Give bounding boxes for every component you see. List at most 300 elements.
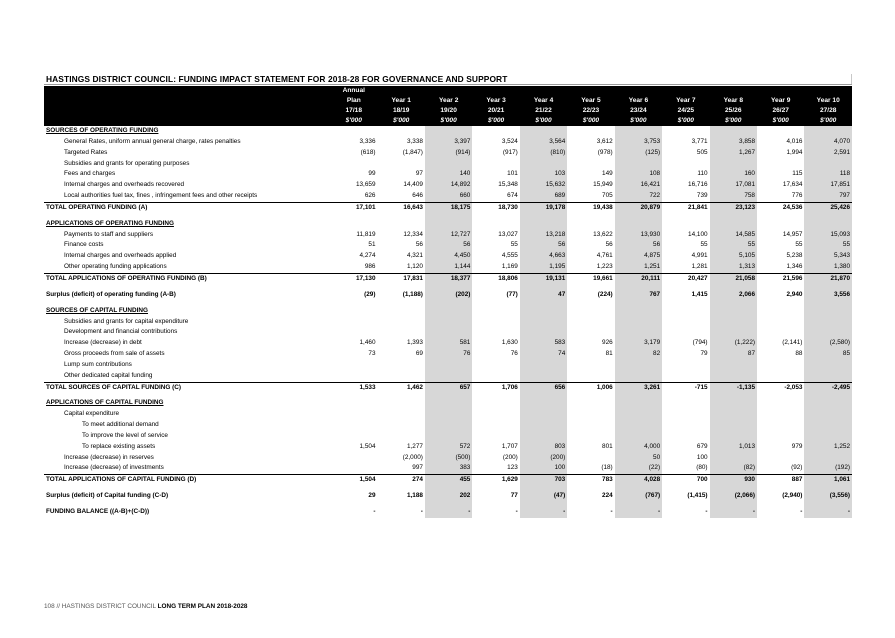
- value-cell: 14,100: [688, 230, 708, 238]
- value-cell: [378, 219, 425, 230]
- value-cell: [378, 159, 425, 170]
- value-cell: (224): [597, 290, 613, 298]
- footer-page-ref: 108 // HASTINGS DISTRICT COUNCIL: [44, 603, 158, 610]
- value-cell: 4,274: [359, 252, 376, 260]
- table-row: [44, 262, 852, 273]
- value-cell: 118: [804, 169, 852, 180]
- column-header: [330, 86, 377, 126]
- value-cell: 24,536: [757, 202, 804, 213]
- column-header-l3: 18/19: [392, 107, 410, 114]
- value-cell: [425, 159, 472, 170]
- row-label: Internal charges and overheads recovered: [64, 181, 185, 189]
- value-cell: [804, 317, 852, 328]
- row-label: TOTAL APPLICATIONS OF OPERATING FUNDING (B): [44, 273, 330, 284]
- value-cell: 4,450: [425, 251, 472, 262]
- value-cell: 13,218: [520, 230, 567, 241]
- value-cell: 202: [425, 491, 472, 502]
- value-cell: 572: [425, 442, 472, 453]
- value-cell: [378, 420, 425, 431]
- value-cell: [378, 431, 425, 442]
- value-cell: (80): [696, 464, 708, 472]
- value-cell: 3,858: [710, 137, 757, 148]
- row-label: Payments to staff and suppliers: [64, 230, 154, 238]
- value-cell: [378, 371, 425, 382]
- value-cell: 20,111: [615, 273, 662, 284]
- value-cell: 18,806: [472, 273, 519, 284]
- column-header-unit: $'000: [820, 117, 837, 124]
- column-header: [662, 86, 709, 126]
- column-header-l3: 24/25: [677, 107, 695, 114]
- value-cell: [520, 420, 567, 431]
- value-cell: 23,123: [710, 202, 757, 213]
- value-cell: (29): [364, 290, 376, 298]
- value-cell: 3,338: [406, 137, 423, 145]
- value-cell: [615, 159, 662, 170]
- value-cell: 783: [567, 475, 614, 486]
- column-header-l2: Year 4: [533, 97, 554, 104]
- value-cell: (2,066): [710, 491, 757, 502]
- value-cell: (202): [425, 290, 472, 301]
- row-label: Targeted Rates: [64, 148, 108, 156]
- value-cell: (767): [615, 491, 662, 502]
- value-cell: [615, 306, 662, 317]
- value-cell: 101: [507, 170, 518, 178]
- value-cell: 55: [510, 241, 518, 249]
- value-cell: [330, 306, 377, 317]
- value-cell: [710, 431, 757, 442]
- value-cell: 123: [507, 464, 518, 472]
- funding-impact-table: [44, 86, 852, 518]
- value-cell: 1,169: [501, 263, 518, 271]
- value-cell: 13,659: [355, 181, 376, 189]
- value-cell: [662, 317, 709, 328]
- value-cell: (77): [506, 290, 518, 298]
- value-cell: 656: [520, 382, 567, 393]
- column-header-l1: [615, 86, 662, 96]
- value-cell: 703: [520, 475, 567, 486]
- value-cell: 3,261: [615, 382, 662, 393]
- table-row: [44, 371, 852, 382]
- value-cell: [425, 360, 472, 371]
- value-cell: 2,066: [710, 290, 757, 301]
- value-cell: 55: [804, 240, 852, 251]
- value-cell: 776: [791, 192, 803, 200]
- value-cell: 758: [710, 191, 757, 202]
- value-cell: 1,629: [472, 475, 519, 486]
- value-cell: [425, 398, 472, 409]
- value-cell: [757, 159, 804, 170]
- value-cell: [804, 371, 852, 382]
- column-header-l3: 23/24: [630, 107, 647, 114]
- value-cell: [804, 327, 852, 338]
- value-cell: [330, 453, 377, 464]
- column-header-l1: [472, 86, 519, 96]
- column-header-unit: $'000: [535, 117, 552, 124]
- value-cell: (200): [502, 453, 518, 461]
- value-cell: 1,061: [804, 475, 852, 486]
- value-cell: 739: [696, 192, 708, 200]
- value-cell: 4,028: [615, 475, 662, 486]
- value-cell: 1,415: [691, 290, 708, 298]
- value-cell: [425, 126, 472, 137]
- value-cell: [520, 327, 567, 338]
- table-row: [44, 126, 852, 137]
- table-row: [44, 191, 852, 202]
- value-cell: (82): [710, 463, 757, 474]
- value-cell: 99: [368, 170, 376, 178]
- value-cell: 17,634: [782, 181, 803, 189]
- value-cell: (2,141): [782, 339, 803, 347]
- value-cell: 77: [510, 492, 518, 500]
- row-label: Finance costs: [64, 241, 104, 249]
- value-cell: [472, 317, 519, 328]
- value-cell: 88: [795, 350, 803, 358]
- value-cell: [472, 219, 519, 230]
- table-row: [44, 202, 852, 213]
- value-cell: (200): [520, 453, 567, 464]
- value-cell: (47): [520, 491, 567, 502]
- column-header: [520, 86, 567, 126]
- value-cell: [662, 159, 709, 170]
- value-cell: -2,053: [757, 382, 804, 393]
- value-cell: [378, 398, 425, 409]
- value-cell: 1,120: [406, 263, 423, 271]
- value-cell: [662, 420, 709, 431]
- value-cell: 1,251: [615, 262, 662, 273]
- table-row: [44, 420, 852, 431]
- value-cell: (1,188): [402, 290, 423, 298]
- table-row: [44, 159, 852, 170]
- value-cell: [378, 360, 425, 371]
- table-body: [44, 126, 852, 518]
- value-cell: 13,930: [615, 230, 662, 241]
- column-header: [710, 86, 757, 126]
- value-cell: [804, 398, 852, 409]
- column-header-unit: $'000: [630, 117, 647, 124]
- value-cell: [757, 327, 804, 338]
- value-cell: [804, 431, 852, 442]
- value-cell: -: [515, 508, 518, 515]
- value-cell: 20,427: [662, 273, 709, 284]
- value-cell: 56: [520, 240, 567, 251]
- value-cell: [710, 317, 757, 328]
- value-cell: [330, 463, 377, 474]
- value-cell: 15,093: [804, 230, 852, 241]
- value-cell: [330, 159, 377, 170]
- value-cell: (500): [425, 453, 472, 464]
- row-label: FUNDING BALANCE ((A-B)+(C-D)): [46, 508, 150, 515]
- value-cell: 19,438: [567, 202, 614, 213]
- row-label: SOURCES OF CAPITAL FUNDING: [46, 306, 149, 314]
- value-cell: [804, 219, 852, 230]
- value-cell: 1,252: [804, 442, 852, 453]
- value-cell: [804, 159, 852, 170]
- value-cell: 581: [425, 338, 472, 349]
- value-cell: [472, 409, 519, 420]
- value-cell: 1,313: [710, 262, 757, 273]
- value-cell: 56: [615, 240, 662, 251]
- value-cell: 87: [710, 349, 757, 360]
- value-cell: 1,380: [804, 262, 852, 273]
- row-label: Surplus (deficit) of operating funding (A-B): [46, 290, 176, 298]
- value-cell: [710, 219, 757, 230]
- table-row: [44, 317, 852, 328]
- column-header: [567, 86, 614, 126]
- value-cell: [425, 306, 472, 317]
- row-label: Capital expenditure: [64, 410, 120, 418]
- value-cell: 16,421: [615, 180, 662, 191]
- value-cell: [804, 409, 852, 420]
- value-cell: (22): [615, 463, 662, 474]
- value-cell: [567, 317, 614, 328]
- value-cell: [567, 398, 614, 409]
- value-cell: 55: [700, 241, 708, 249]
- value-cell: 986: [364, 263, 376, 271]
- column-header-l3: 22/23: [582, 107, 600, 114]
- value-cell: 50: [615, 453, 662, 464]
- value-cell: [330, 360, 377, 371]
- value-cell: 21,058: [710, 273, 757, 284]
- value-cell: 16,643: [378, 202, 425, 213]
- value-cell: 17,081: [710, 180, 757, 191]
- value-cell: 3,336: [359, 137, 376, 145]
- value-cell: 14,957: [782, 230, 803, 238]
- value-cell: (917): [502, 148, 518, 156]
- value-cell: 56: [425, 240, 472, 251]
- value-cell: [615, 431, 662, 442]
- value-cell: [472, 420, 519, 431]
- value-cell: 21,596: [757, 273, 804, 284]
- value-cell: 4,321: [406, 252, 423, 260]
- value-cell: -: [705, 508, 708, 515]
- row-label: APPLICATIONS OF OPERATING FUNDING: [46, 219, 174, 227]
- value-cell: 657: [425, 382, 472, 393]
- table-row: [44, 180, 852, 191]
- value-cell: 1,346: [786, 263, 803, 271]
- value-cell: [615, 371, 662, 382]
- value-cell: 797: [804, 191, 852, 202]
- value-cell: 997: [412, 464, 423, 472]
- value-cell: [520, 398, 567, 409]
- value-cell: (794): [692, 339, 708, 347]
- value-cell: 13,027: [498, 230, 518, 238]
- table-row: [44, 148, 852, 159]
- value-cell: 17,831: [378, 273, 425, 284]
- table-row: [44, 251, 852, 262]
- value-cell: [378, 327, 425, 338]
- value-cell: 115: [792, 170, 803, 178]
- column-header-l3: 21/22: [535, 107, 552, 114]
- value-cell: 1,006: [567, 382, 614, 393]
- column-header-l1: [710, 86, 757, 96]
- value-cell: 979: [791, 442, 803, 450]
- value-cell: [472, 327, 519, 338]
- column-header-unit: $'000: [772, 117, 789, 124]
- value-cell: (2,940): [782, 492, 803, 500]
- value-cell: 1,188: [406, 492, 423, 500]
- value-cell: (618): [360, 148, 376, 156]
- value-cell: 19,131: [520, 273, 567, 284]
- table-row: [44, 327, 852, 338]
- value-cell: [757, 371, 804, 382]
- value-cell: -: [520, 507, 567, 518]
- value-cell: [710, 360, 757, 371]
- value-cell: 21,841: [662, 202, 709, 213]
- column-header-unit: $'000: [345, 117, 362, 124]
- value-cell: [567, 126, 614, 137]
- table-row: [44, 290, 852, 301]
- value-cell: [567, 420, 614, 431]
- value-cell: 4,991: [691, 252, 708, 260]
- value-cell: [567, 360, 614, 371]
- value-cell: (1,847): [402, 148, 423, 156]
- footer-plan-name: LONG TERM PLAN 2018-2028: [157, 603, 248, 610]
- value-cell: 17,101: [330, 202, 377, 213]
- column-header-unit: $'000: [487, 117, 505, 124]
- value-cell: [662, 327, 709, 338]
- value-cell: [520, 371, 567, 382]
- value-cell: [757, 398, 804, 409]
- value-cell: [567, 453, 614, 464]
- value-cell: [662, 409, 709, 420]
- value-cell: 5,238: [786, 252, 803, 260]
- value-cell: [615, 420, 662, 431]
- row-label: Other operating funding applications: [64, 263, 167, 271]
- row-label: Other dedicated capital funding: [64, 371, 153, 379]
- value-cell: 3,771: [691, 137, 708, 145]
- table-row: [44, 382, 852, 393]
- row-label: Increase (decrease) in reserves: [64, 453, 154, 461]
- value-cell: [662, 431, 709, 442]
- value-cell: [710, 126, 757, 137]
- table-row: [44, 273, 852, 284]
- value-cell: [757, 431, 804, 442]
- value-cell: 103: [520, 169, 567, 180]
- value-cell: (2,580): [804, 338, 852, 349]
- value-cell: 1,144: [425, 262, 472, 273]
- value-cell: 224: [602, 492, 613, 500]
- value-cell: [615, 360, 662, 371]
- page-edge-line: [851, 74, 852, 84]
- value-cell: 1,533: [330, 382, 377, 393]
- value-cell: 76: [510, 350, 518, 358]
- column-header-l3: 17/18: [345, 107, 363, 114]
- value-cell: [757, 360, 804, 371]
- value-cell: 11,819: [356, 230, 376, 238]
- value-cell: 140: [425, 169, 472, 180]
- value-cell: 4,663: [520, 251, 567, 262]
- column-header-l1: Annual: [342, 87, 365, 94]
- value-cell: [615, 317, 662, 328]
- value-cell: 887: [757, 475, 804, 486]
- value-cell: 18,730: [472, 202, 519, 213]
- value-cell: [662, 398, 709, 409]
- value-cell: 4,000: [615, 442, 662, 453]
- value-cell: [378, 317, 425, 328]
- value-cell: 1,994: [786, 148, 803, 156]
- value-cell: -2,495: [804, 382, 852, 393]
- value-cell: 108: [615, 169, 662, 180]
- value-cell: 1,195: [520, 262, 567, 273]
- value-cell: [757, 409, 804, 420]
- column-header-l1: [804, 86, 852, 96]
- value-cell: [520, 219, 567, 230]
- column-header-unit: $'000: [582, 117, 600, 124]
- table-row: [44, 137, 852, 148]
- value-cell: [567, 431, 614, 442]
- value-cell: 1,393: [406, 339, 423, 347]
- value-cell: 2,940: [786, 290, 803, 298]
- value-cell: -1,135: [710, 382, 757, 393]
- value-cell: 455: [425, 475, 472, 486]
- column-header-l1: [425, 86, 472, 96]
- value-cell: -715: [662, 382, 709, 393]
- column-header-l3: 19/20: [440, 107, 457, 114]
- row-label: APPLICATIONS OF CAPITAL FUNDING: [46, 399, 164, 407]
- row-label: To meet additional demand: [82, 421, 159, 429]
- value-cell: 149: [602, 170, 613, 178]
- column-header: [615, 86, 662, 126]
- row-label: Lump sum contributions: [64, 360, 132, 368]
- value-cell: [757, 317, 804, 328]
- value-cell: [710, 409, 757, 420]
- value-cell: 3,753: [615, 137, 662, 148]
- value-cell: [425, 409, 472, 420]
- value-cell: [472, 398, 519, 409]
- value-cell: [520, 409, 567, 420]
- column-header-l2: Plan: [346, 97, 361, 104]
- value-cell: [378, 306, 425, 317]
- value-cell: -: [373, 508, 376, 515]
- value-cell: [520, 126, 567, 137]
- value-cell: [804, 126, 852, 137]
- value-cell: 505: [696, 148, 708, 156]
- row-label: TOTAL OPERATING FUNDING (A): [44, 202, 330, 213]
- value-cell: [567, 306, 614, 317]
- value-cell: [757, 420, 804, 431]
- value-cell: [710, 327, 757, 338]
- value-cell: (192): [804, 463, 852, 474]
- value-cell: 4,016: [786, 137, 803, 145]
- value-cell: 1,504: [359, 442, 376, 450]
- column-header-l2: Year 10: [816, 97, 840, 104]
- value-cell: 14,892: [425, 180, 472, 191]
- column-header-l1: [520, 86, 567, 96]
- value-cell: [472, 126, 519, 137]
- value-cell: 73: [368, 350, 376, 358]
- value-cell: 1,267: [710, 148, 757, 159]
- value-cell: 3,564: [520, 137, 567, 148]
- table-row: [44, 431, 852, 442]
- value-cell: 85: [804, 349, 852, 360]
- column-header-unit: $'000: [393, 117, 410, 124]
- value-cell: 1,504: [330, 475, 377, 486]
- table-row: [44, 463, 852, 474]
- value-cell: [472, 360, 519, 371]
- value-cell: [378, 126, 425, 137]
- value-cell: 47: [520, 290, 567, 301]
- value-cell: 722: [615, 191, 662, 202]
- column-header-l3: 25/26: [725, 107, 742, 114]
- value-cell: [662, 219, 709, 230]
- value-cell: [662, 371, 709, 382]
- value-cell: -: [804, 507, 852, 518]
- column-header-l3: 26/27: [772, 107, 789, 114]
- value-cell: [567, 409, 614, 420]
- value-cell: 689: [520, 191, 567, 202]
- value-cell: (978): [597, 148, 613, 156]
- value-cell: (92): [791, 464, 803, 472]
